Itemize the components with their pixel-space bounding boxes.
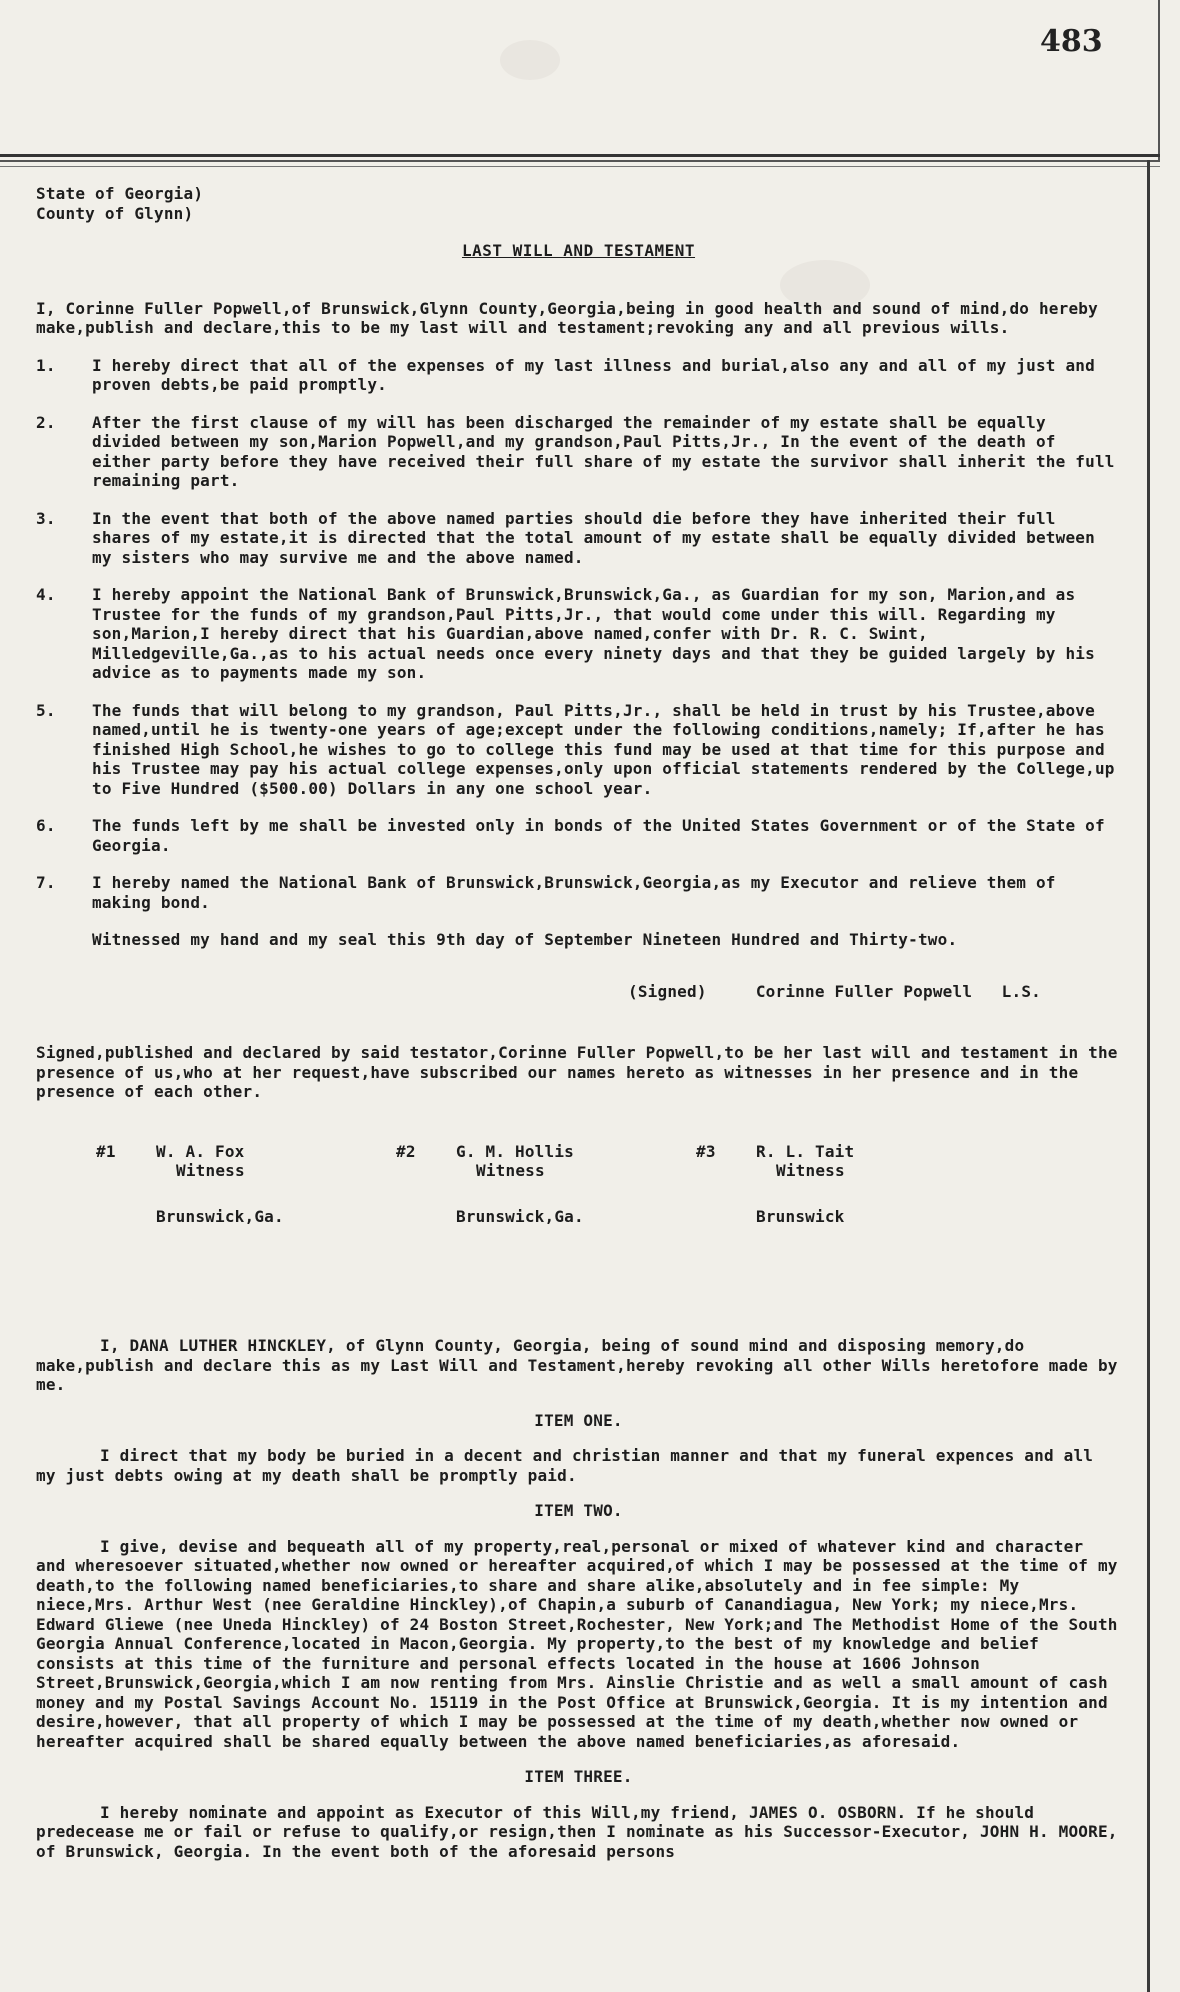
clause-text: I hereby named the National Bank of Brunswick,Brunswick,Georgia,as my Executor and relieve them of making bond. (92, 873, 1056, 912)
second-will (36, 1336, 1121, 1861)
witness-name: G. M. Hollis (456, 1141, 574, 1161)
witness-label: Witness (776, 1161, 845, 1180)
item-two-text: I give, devise and bequeath all of my property,real,personal or mixed of whatever kind and character and wheresoever situated,whether now owned or hereafter acquired,of which I may be possessed at the time of my death,to the following named beneficiaries,to share and share alike,absolutely and in fee simple: My niece,Mrs. Arthur West (nee Geraldine Hinckley),of Chapin,a suburb of Canandiagua, New York; my niece,Mrs. Edward Gliewe (nee Uneda Hinckley) of 24 Boston Street,Rochester, New York;and The Methodist Home of the South Georgia Annual Conference,located in Macon,Georgia. My property,to the best of my knowledge and belief consists at this time of the furniture and personal effects located in the house at 1606 Johnson Street,Brunswick,Georgia,which I am now renting from Mrs. Ainslie Christie and as well a small amount of cash money and my Postal Savings Account No. 15119 in the Post Office at Brunswick,Georgia. It is my intention and desire,however, that all property of which I may be possessed at the time of my death,whether now owned or hereafter acquired shall be shared equally between the above named beneficiaries,as aforesaid. (36, 1536, 1118, 1751)
header-rule-2 (0, 160, 1160, 162)
clause-number: 6. (36, 816, 56, 835)
clause-3 (36, 509, 1121, 568)
clause-number: 3. (36, 508, 56, 528)
item-one-text: I direct that my body be buried in a decent and christian manner and that my funeral expences and all my just debts owing at my death shall be promptly paid. (36, 1446, 1094, 1485)
item-two-heading: ITEM TWO. (534, 1501, 623, 1520)
witness-name: R. L. Tait (756, 1141, 855, 1161)
clause-1 (36, 356, 1121, 395)
county-line: County of Glynn) (36, 203, 194, 223)
clause-number: 4. (36, 585, 56, 604)
clause-2 (36, 413, 1121, 491)
witness-label: Witness (176, 1161, 245, 1180)
right-margin-line (1147, 160, 1150, 1992)
witness-3 (696, 1142, 996, 1227)
will-title: LAST WILL AND TESTAMENT (461, 241, 696, 260)
clause-text: I hereby direct that all of the expenses of my last illness and burial,also any and all of my just and proven debts,be paid promptly. (92, 355, 1095, 394)
clause-text: I hereby appoint the National Bank of Brunswick,Brunswick,Ga., as Guardian for my son, Marion,and as Trustee for the funds of my grandson,Paul Pitts,Jr., that would come under this will. Regarding my son,Marion,I hereby direct that his Guardian,above named,confer with Dr. R. C. Swint, Milledgeville,Ga.,as to his actual needs once every ninety days and that they be guided largely by his advice as to payments made my son. (92, 585, 1095, 682)
clause-text: The funds left by me shall be invested only in bonds of the United States Government or of the State of Georgia. (92, 816, 1105, 855)
clause-number: 5. (36, 700, 56, 720)
header-rule-3 (0, 166, 1160, 167)
witness-label: Witness (476, 1161, 545, 1180)
witnessed-statement: Witnessed my hand and my seal this 9th day of September Nineteen Hundred and Thirty-two. (92, 930, 958, 949)
item-one-heading: ITEM ONE. (534, 1410, 623, 1430)
witness-signatures (96, 1142, 1121, 1227)
attestation-clause: Signed,published and declared by said testator,Corinne Fuller Popwell,to be her last will and testament in the presence of us,who at her request,have subscribed our names hereto as witnesses in her presence and in the presence of each other. (36, 1043, 1118, 1101)
state-line: State of Georgia) (36, 184, 204, 203)
witness-city: Brunswick (756, 1206, 845, 1226)
testator-signature: (Signed) Corinne Fuller Popwell L.S. (628, 981, 1041, 1001)
will2-opening: I, DANA LUTHER HINCKLEY, of Glynn County, Georgia, being of sound mind and disposing memory,do make,publish and declare this as my Last Will and Testament,hereby revoking all other Wills heretofore made by me. (36, 1336, 1118, 1394)
witness-2 (396, 1142, 696, 1227)
will1-intro: I, Corinne Fuller Popwell,of Brunswick,Glynn County,Georgia,being in good health and sound of mind,do hereby make,publish and declare,this to be my last will and testament;revoking any and all previous wills. (36, 298, 1098, 337)
witness-number: #1 (96, 1141, 116, 1161)
clause-number: 1. (36, 355, 56, 375)
witness-number: #2 (396, 1141, 416, 1161)
clause-text: The funds that will belong to my grandson, Paul Pitts,Jr., shall be held in trust by his Trustee,above named,until he is twenty-one years of age;except under the following conditions,namely; If,after he has finished High School,he wishes to go to college this fund may be used at that time for this purpose and his Trustee may pay his actual college expenses,only upon official statements rendered by the College,up to Five Hundred ($500.00) Dollars in any one school year. (92, 700, 1115, 798)
clause-text: In the event that both of the above named parties should die before they have inherited their full shares of my estate,it is directed that the total amount of my estate shall be equally divided between my sisters who may survive me and the above named. (92, 508, 1095, 567)
header-rule (0, 154, 1160, 157)
clause-number: 2. (36, 412, 56, 432)
page-number: 483 (1040, 24, 1103, 59)
clause-4 (36, 585, 1121, 683)
clause-6 (36, 816, 1121, 855)
clause-number: 7. (36, 873, 56, 892)
item-three-heading: ITEM THREE. (524, 1767, 633, 1786)
document-body (36, 184, 1121, 1861)
clause-5 (36, 701, 1121, 799)
item-three-text: I hereby nominate and appoint as Executor of this Will,my friend, JAMES O. OSBORN. If he should predecease me or fail or refuse to qualify,or resign,then I nominate as his Successor-Executor, JOHN H. MOORE, of Brunswick, Georgia. In the event both of the aforesaid persons (36, 1802, 1118, 1861)
witness-number: #3 (696, 1141, 716, 1161)
witness-city: Brunswick,Ga. (156, 1206, 284, 1226)
clause-7 (36, 873, 1121, 912)
witness-name: W. A. Fox (156, 1141, 245, 1161)
clause-text: After the first clause of my will has been discharged the remainder of my estate shall be equally divided between my son,Marion Popwell,and my grandson,Paul Pitts,Jr., In the event of the death of either party before they have received their full share of my estate the survivor shall inherit the full remaining part. (92, 412, 1115, 490)
page-edge-line (1158, 0, 1160, 160)
witness-1 (96, 1142, 396, 1227)
witness-city: Brunswick,Ga. (456, 1206, 584, 1226)
